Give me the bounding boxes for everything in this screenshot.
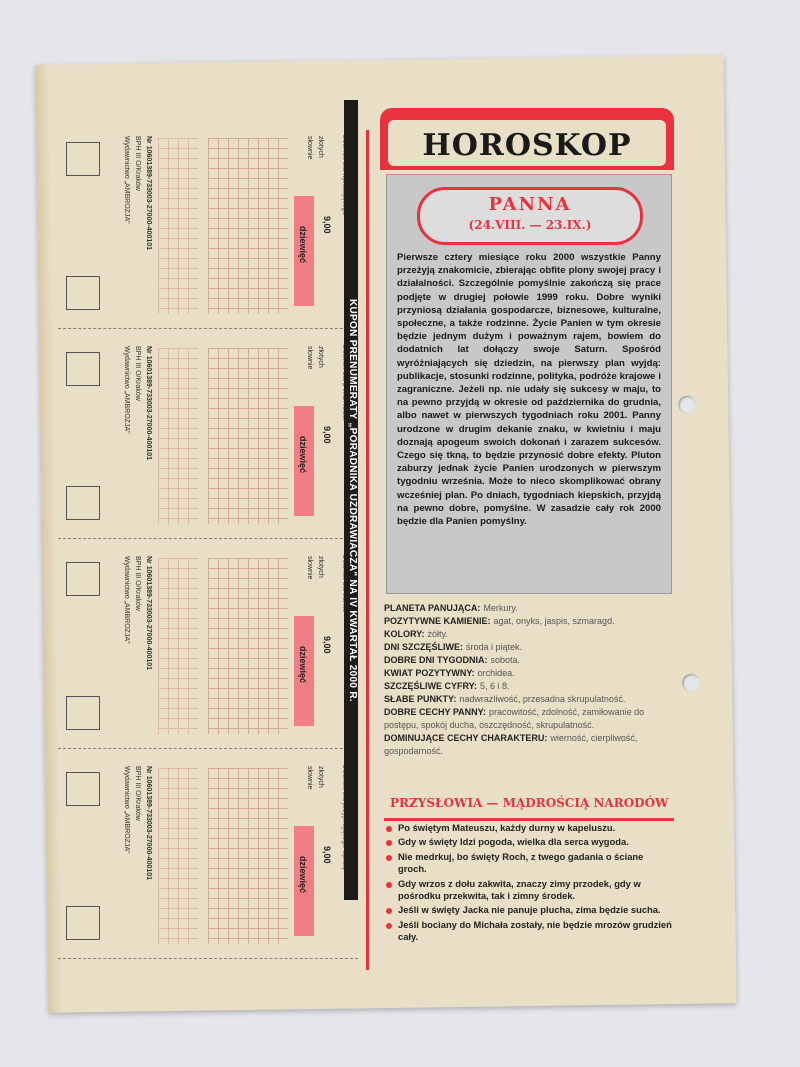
- proverb-item: Jeśli bociany do Michała zostały, nie będzie mrozów grudzień cały.: [384, 919, 674, 944]
- stamp-box: [66, 486, 100, 520]
- fact-value: nadwrażliwość, przesadna skrupulatność.: [459, 694, 626, 704]
- fact-value: wierność, cierpliwość, gospodarność.: [384, 733, 638, 756]
- fact-label: SŁABE PUNKTY:: [384, 694, 457, 704]
- fact-row: [384, 641, 674, 654]
- stamp-box: [66, 906, 100, 940]
- horoscope-text: Pierwsze cztery miesiące roku 2000 wszystkie Panny przeżyją znakomicie, zbierając obfite plony swojej pracy i działalności. Szczególnie pomyślnie zakończą się prace podjęte w drugiej połowie 1999 roku. Dobre wyniki przyniosą działania gospodarcze, biznesowe, kulturalne, społeczne, a także rodzinne. Życie Panien w tym okresie będzie jednym dużym i poważnym rajem, bowiem do dodatnich lat dołączy swoje Saturn. Spośród wyróżniających się dziedzin, na pierwszy plan wyjdą: publikacje, stosunki rodzinne, polityka, podróże krajowe i zagraniczne. Jeżeli np. nie udały się sukcesy w maju, to na pewno przyjdą w okresie od października do grudnia, albo nawet w pierwszych tygodniach roku 2001. Panny urodzone w drugim dekanie znaku, w kwietniu i maju doznają apogeum swoich dokonań i zarazem sukcesów. Czego się tkną, to będzie przynosić dobre efekty. Pluton zaburzy jednak życie Panien urodzonych w pierwszym tygodniu września. Może to nieco skomplikować obrany wcześniej plan. Po dniach, tygodniach kiepskich, przyjdą na pewno dobre, pomyślne. W zasadzie cały rok 2000 będzie dla Panien pomyślny.: [397, 252, 661, 528]
- header-frame: [388, 120, 666, 166]
- amount-words-box: dziewięć: [294, 616, 314, 726]
- form-grid: [208, 768, 288, 944]
- fact-value: żółty.: [427, 629, 448, 639]
- fact-value: 5, 6 i 8.: [480, 681, 510, 691]
- stamp-box: [66, 772, 100, 806]
- horoscope-header: [380, 108, 674, 170]
- stamp-box: [66, 696, 100, 730]
- proverbs-list: [384, 822, 674, 946]
- subscription-coupons: [58, 56, 358, 926]
- proverb-item: Po świętym Mateuszu, każdy durny w kapeluszu.: [384, 822, 674, 834]
- fact-row: [384, 693, 674, 706]
- coupon-price: 9,00: [322, 846, 332, 864]
- fact-row: [384, 654, 674, 667]
- proverb-item: Jeśli w święty Jacka nie panuje plucha, zima będzie sucha.: [384, 904, 674, 916]
- coupon: [58, 126, 358, 329]
- subscription-banner-text: KUPON PRENUMERATY „PORADNIKA UZDRAWIACZA" NA IV KWARTAŁ 2000 R.: [347, 298, 358, 702]
- fact-label: DOBRE DNI TYGODNIA:: [384, 655, 488, 665]
- fact-value: pracowitość, zdolność, zamiłowanie do postępu, spokój ducha, oszczędność, skrupulatność.: [384, 707, 645, 730]
- binder-hole-bottom: [682, 674, 700, 692]
- fact-label: POZYTYWNE KAMIENIE:: [384, 616, 491, 626]
- fact-row: [384, 680, 674, 693]
- fact-label: KWIAT POZYTYWNY:: [384, 668, 475, 678]
- bank-details: Nr 10601389-733003-27000-400101 BPH III O/Kraków Wydawnictwo „AMBROZJA": [123, 346, 152, 461]
- bank-details: Nr 10601389-733003-27000-400101 BPH III O/Kraków Wydawnictwo „AMBROZJA": [123, 556, 152, 671]
- page-title: HOROSKOP: [422, 128, 632, 163]
- proverbs-heading: [384, 792, 674, 821]
- coupon: [58, 756, 358, 959]
- fact-value: agat, onyks, jaspis, szmaragd.: [493, 616, 615, 626]
- proverb-item: Nie medrkuj, bo święty Roch, z twego gadania o ściane groch.: [384, 851, 674, 876]
- form-grid: [208, 138, 288, 314]
- sign-panel: [386, 174, 672, 594]
- proverbs-title: PRZYSŁOWIA — MĄDROŚCIĄ NARODÓW: [390, 796, 669, 810]
- coupon-price: 9,00: [322, 426, 332, 444]
- coupon-currency: złotych słownie: [306, 136, 324, 160]
- amount-words-box: dziewięć: [294, 406, 314, 516]
- fact-value: Merkury.: [483, 603, 518, 613]
- form-grid: [208, 348, 288, 524]
- proverb-item: Gdy w święty Idzi pogoda, wielka dla serca wygoda.: [384, 836, 674, 848]
- sign-name: PANNA: [488, 194, 572, 215]
- fact-value: środa i piątek.: [466, 642, 523, 652]
- proverb-item: Gdy wrzos z dołu zakwita, znaczy zimy przodek, gdy w pośrodku przekwita, tak i zimny środek.: [384, 878, 674, 903]
- fact-row: [384, 667, 674, 680]
- divider: [366, 130, 369, 970]
- stamp-box: [66, 562, 100, 596]
- stamp-box: [66, 276, 100, 310]
- fact-label: KOLORY:: [384, 629, 425, 639]
- form-grid: [158, 138, 198, 314]
- coupon-currency: złotych słownie: [306, 556, 324, 580]
- fact-row: [384, 628, 674, 641]
- fact-label: DNI SZCZĘŚLIWE:: [384, 642, 463, 652]
- fact-value: orchidea.: [477, 668, 515, 678]
- coupon-currency: złotych słownie: [306, 766, 324, 790]
- fact-row: [384, 615, 674, 628]
- fact-label: DOBRE CECHY PANNY:: [384, 707, 487, 717]
- fact-row: [384, 732, 674, 758]
- subscription-banner: [344, 100, 358, 900]
- fact-row: [384, 706, 674, 732]
- coupon: [58, 336, 358, 539]
- stamp-box: [66, 142, 100, 176]
- fact-label: SZCZĘŚLIWE CYFRY:: [384, 681, 477, 691]
- form-grid: [158, 768, 198, 944]
- sign-badge: [417, 187, 643, 245]
- form-grid: [158, 558, 198, 734]
- amount-words-box: dziewięć: [294, 826, 314, 936]
- form-grid: [208, 558, 288, 734]
- stamp-box: [66, 352, 100, 386]
- fact-label: DOMINUJĄCE CECHY CHARAKTERU:: [384, 733, 548, 743]
- sign-dates: (24.VIII. — 23.IX.): [468, 218, 592, 232]
- amount-words-box: dziewięć: [294, 196, 314, 306]
- bank-details: Nr 10601389-733003-27000-400101 BPH III O/Kraków Wydawnictwo „AMBROZJA": [123, 136, 152, 251]
- coupon-price: 9,00: [322, 636, 332, 654]
- coupon-price: 9,00: [322, 216, 332, 234]
- form-grid: [158, 348, 198, 524]
- binder-hole-top: [678, 396, 696, 414]
- coupon-currency: złotych słownie: [306, 346, 324, 370]
- coupon: [58, 546, 358, 749]
- fact-row: [384, 602, 674, 615]
- sign-facts: [384, 602, 674, 758]
- bank-details: Nr 10601389-733003-27000-400101 BPH III O/Kraków Wydawnictwo „AMBROZJA": [123, 766, 152, 881]
- fact-value: sobota.: [490, 655, 521, 665]
- fact-label: PLANETA PANUJĄCA:: [384, 603, 481, 613]
